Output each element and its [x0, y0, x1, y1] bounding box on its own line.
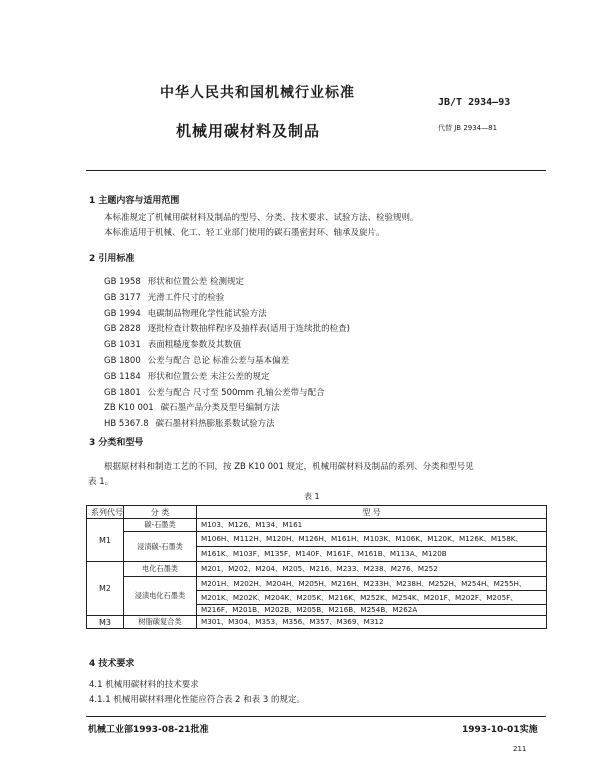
publisher-title: 中华人民共和国机械行业标准: [160, 85, 355, 101]
series-cell: M1: [87, 519, 124, 562]
reference-item: [104, 291, 224, 303]
section-1-para-1: 本标准规定了机械用碳材料及制品的型号、分类、技术要求、试验方法、检验规则。: [104, 213, 419, 223]
implementation-date: 1993-10-01实施: [462, 725, 538, 735]
reference-item: [104, 322, 350, 334]
reference-title: 形状和位置公差 未注公差的规定: [147, 371, 270, 382]
section-3-heading: 3 分类和型号: [89, 438, 144, 448]
reference-title: 光滑工件尺寸的检验: [147, 292, 225, 303]
table-row: [87, 519, 547, 532]
section-4-heading: 4 技术要求: [89, 659, 135, 669]
reference-item: [104, 386, 325, 398]
header-series: 系列代号: [87, 506, 124, 519]
section-1-heading: 1 主题内容与适用范围: [89, 196, 180, 206]
document-title: 机械用碳材料及制品: [176, 122, 321, 140]
reference-item: [104, 417, 275, 429]
section-4-1-1: 4.1.1 机械用碳材料理化性能应符合表 2 和表 3 的规定。: [89, 695, 305, 705]
table-row: [87, 616, 547, 629]
approval-date: 机械工业部1993-08-21批准: [88, 725, 209, 735]
model-cell: M103、M126、M134、M161: [197, 519, 547, 532]
reference-code: GB 1800: [104, 356, 141, 366]
table-row: [87, 532, 547, 547]
category-cell: 浸渍电化石墨类: [124, 577, 197, 616]
reference-code: GB 1994: [104, 308, 141, 319]
reference-title: 公差与配合 尺寸至 500mm 孔轴公差带与配合: [147, 387, 325, 398]
header-rule: [86, 170, 546, 171]
model-cell: M201H、M202H、M204H、M205H、M216H、M233H、M238H、M252H、M254H、M255H、: [197, 577, 547, 591]
standard-number: JB/T 2934—93: [438, 97, 511, 108]
reference-code: GB 2828: [104, 324, 141, 335]
section-3-para: 根据原材料和制造工艺的不同，按 ZB K10 001 规定，机械用碳材料及制品的系列、分类和型号见: [104, 462, 474, 472]
header-category: 分 类: [124, 506, 197, 519]
reference-title: 逐批检查计数抽样程序及抽样表(适用于连续批的检查): [147, 324, 350, 335]
reference-code: GB 3177: [104, 292, 141, 303]
section-1-para-2: 本标准适用于机械、化工、轻工业部门使用的碳石墨密封环、轴承及旋片。: [104, 228, 385, 238]
category-cell: 碳-石墨类: [124, 519, 197, 532]
reference-code: ZB K10 001: [104, 403, 154, 414]
model-cell: M201、M202、M204、M205、M216、M233、M238、M276、M252: [197, 562, 547, 577]
section-4-1: 4.1 机械用碳材料的技术要求: [89, 680, 199, 690]
replaces-note: 代替 JB 2934—81: [438, 124, 498, 132]
model-cell: M201K、M202K、M204K、M205K、M216K、M252K、M254K、M201F、M202F、M205F、: [197, 591, 547, 605]
model-cell: M161K、M103F、M135F、M140F、M161F、M161B、M113A、M120B: [197, 547, 547, 562]
table-caption: 表 1: [304, 492, 320, 501]
model-cell: M301、M304、M353、M356、M357、M369、M312: [197, 616, 547, 629]
reference-title: 表面粗糙度参数及其数值: [147, 340, 242, 351]
header-model: 型 号: [197, 506, 547, 519]
page-number: 211: [513, 745, 527, 753]
reference-code: GB 1031: [104, 340, 141, 351]
reference-item: [104, 401, 280, 413]
series-cell: M3: [87, 616, 124, 629]
reference-item: [104, 307, 267, 319]
reference-code: GB 1801: [104, 387, 141, 398]
footer-rule: [86, 716, 546, 717]
series-cell: M2: [87, 562, 124, 616]
reference-title: 电碳制品物理化学性能试验方法: [147, 308, 267, 319]
category-cell: 树脂碳复合类: [124, 616, 197, 629]
table-row: [87, 577, 547, 591]
category-cell: 浸渍碳-石墨类: [124, 532, 197, 562]
section-2-heading: 2 引用标准: [89, 254, 135, 264]
model-cell: M216F、M201B、M202B、M205B、M216B、M254B、M262A: [197, 605, 547, 616]
classification-table: [86, 505, 547, 629]
reference-code: GB 1958: [104, 277, 141, 287]
reference-title: 公差与配合 总论 标准公差与基本偏差: [147, 356, 290, 366]
category-cell: 电化石墨类: [124, 562, 197, 577]
reference-item: [104, 338, 241, 350]
reference-title: 碳石墨产品分类及型号编制方法: [160, 403, 280, 414]
model-cell: M106H、M112H、M120H、M126H、M161H、M103K、M106K、M120K、M126K、M158K、: [197, 532, 547, 547]
table-row: [87, 562, 547, 577]
table-header-row: [87, 506, 547, 519]
reference-title: 形状和位置公差 检测规定: [147, 277, 244, 287]
reference-item: [104, 275, 244, 287]
reference-item: [104, 370, 269, 382]
reference-code: GB 1184: [104, 371, 141, 382]
reference-title: 碳石墨材料热膨胀系数试验方法: [155, 419, 275, 430]
reference-code: HB 5367.8: [104, 419, 149, 430]
section-3-para-cont: 表 1。: [88, 477, 114, 487]
reference-item: [104, 354, 289, 366]
